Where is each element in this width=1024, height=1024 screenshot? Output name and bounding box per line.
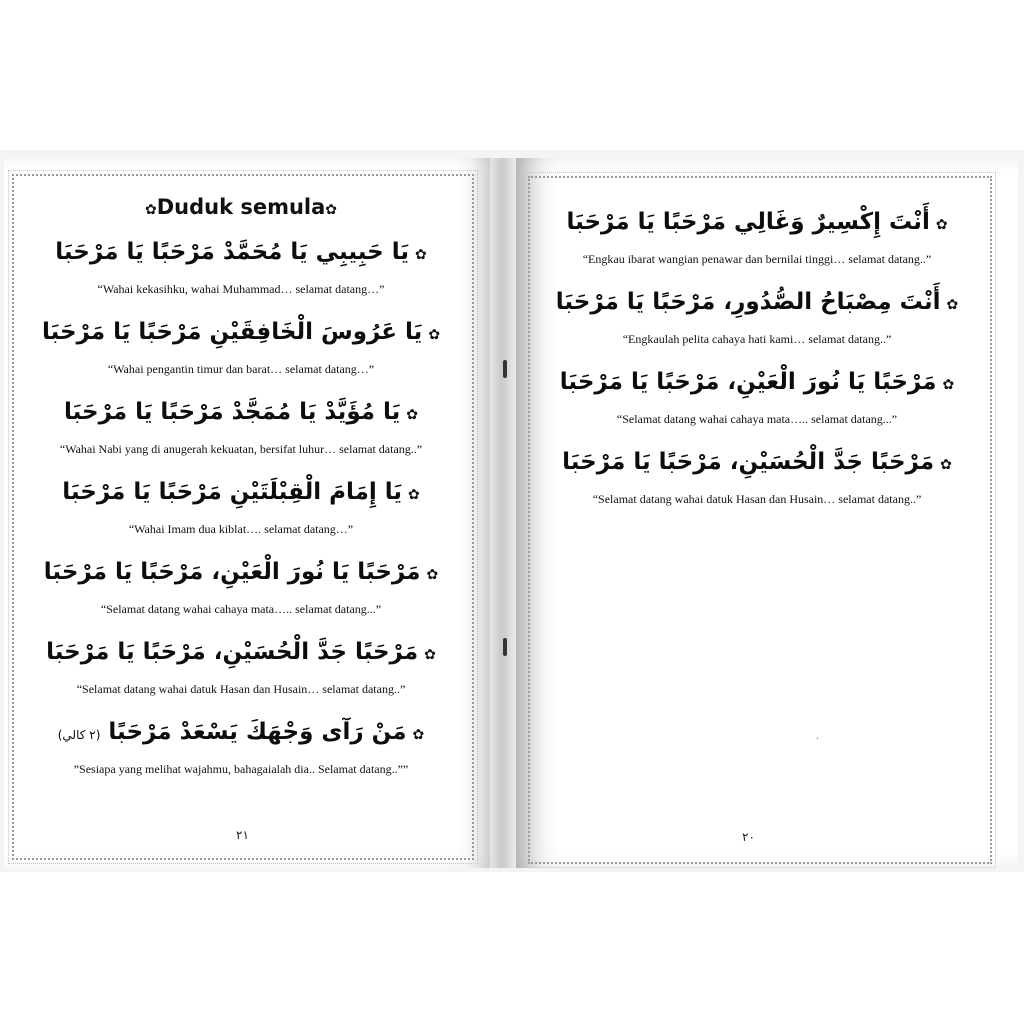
verse <box>24 232 458 312</box>
translation-line: “Selamat datang wahai cahaya mata….. selamat datang...” <box>100 602 382 616</box>
arabic-line <box>542 442 972 482</box>
translation-line: “Engkau ibarat wangian penawar dan bernilai tinggi… selamat datang..” <box>582 252 932 266</box>
flower-ornament-icon: ✿ <box>940 457 952 473</box>
arabic-text: أَنْتَ مِصْبَاحُ الصُّدُورِ، مَرْحَبًا يَا مَرْحَبَا <box>555 289 941 315</box>
arabic-line <box>24 552 458 592</box>
staple-top <box>503 360 507 378</box>
flower-ornament-icon: ✿ <box>406 407 418 423</box>
arabic-line <box>542 282 972 322</box>
arabic-text: يَا إِمَامَ الْقِبْلَتَيْنِ مَرْحَبًا يَا مَرْحَبَا <box>62 479 403 505</box>
verse <box>542 362 972 442</box>
flower-ornament-icon: ✿ <box>144 202 157 218</box>
verse <box>24 552 458 632</box>
arabic-line <box>542 202 972 242</box>
translation-line: “Selamat datang wahai datuk Hasan dan Husain… selamat datang..” <box>592 492 922 506</box>
arabic-text: مَرْحَبًا يَا نُورَ الْعَيْنِ، مَرْحَبًا يَا مَرْحَبَا <box>43 559 421 585</box>
staple-bottom <box>503 638 507 656</box>
book-gutter <box>490 158 516 868</box>
arabic-line <box>24 632 458 672</box>
flower-ornament-icon: ✿ <box>428 327 441 343</box>
arabic-line <box>24 312 458 352</box>
translation-line: “Wahai Nabi yang di anugerah kekuatan, bersifat luhur… selamat datang..” <box>59 442 423 456</box>
left-page-content <box>24 192 458 792</box>
repeat-note: (٢ كالي) <box>57 728 101 742</box>
page-number-left: ٢١ <box>236 828 249 842</box>
arabic-text: أَنْتَ إِكْسِيرٌ وَغَالِي مَرْحَبًا يَا مَرْحَبَا <box>566 209 930 235</box>
arabic-line <box>24 392 458 432</box>
flower-ornament-icon: ✿ <box>412 727 425 743</box>
verse <box>542 202 972 282</box>
section-title-text: Duduk semula <box>156 195 326 219</box>
verse <box>24 472 458 552</box>
book-spread <box>0 150 1024 872</box>
verse <box>24 632 458 712</box>
arabic-text: مَرْحَبًا جَدَّ الْحُسَيْنِ، مَرْحَبًا يَا مَرْحَبَا <box>46 639 419 665</box>
arabic-text: مَنْ رَآى وَجْهَكَ يَسْعَدْ مَرْحَبًا <box>108 719 407 745</box>
flower-ornament-icon: ✿ <box>426 567 439 583</box>
arabic-text: يَا حَبِيبِي يَا مُحَمَّدْ مَرْحَبًا يَا مَرْحَبَا <box>55 239 409 265</box>
flower-ornament-icon: ✿ <box>414 247 427 263</box>
translation-line: “Engkaulah pelita cahaya hati kami… selamat datang..” <box>622 332 892 346</box>
page-number-right: ٢٠ <box>742 830 755 844</box>
flower-ornament-icon: ✿ <box>325 202 338 218</box>
arabic-line <box>24 472 458 512</box>
flower-ornament-icon: ✿ <box>408 487 420 503</box>
paper-speck: · <box>816 734 820 745</box>
translation-line: “Selamat datang wahai datuk Hasan dan Husain… selamat datang..” <box>76 682 406 696</box>
translation-line: “Wahai Imam dua kiblat…. selamat datang…” <box>128 522 354 536</box>
arabic-text: مَرْحَبًا جَدَّ الْحُسَيْنِ، مَرْحَبًا يَا مَرْحَبَا <box>562 449 935 475</box>
section-title <box>24 192 458 222</box>
right-page-content <box>542 202 972 522</box>
flower-ornament-icon: ✿ <box>942 377 955 393</box>
verse <box>24 712 458 792</box>
flower-ornament-icon: ✿ <box>935 217 948 233</box>
translation-line: “Wahai kekasihku, wahai Muhammad… selamat datang…” <box>97 282 385 296</box>
translation-line: ”Sesiapa yang melihat wajahmu, bahagaialah dia.. Selamat datang..”” <box>73 762 409 776</box>
arabic-line <box>542 362 972 402</box>
arabic-text: يَا عَرُوسَ الْخَافِقَيْنِ مَرْحَبًا يَا مَرْحَبَا <box>41 319 423 345</box>
arabic-text: يَا مُؤَيَّدْ يَا مُمَجَّدْ مَرْحَبًا يَا مَرْحَبَا <box>64 399 401 425</box>
translation-line: “Selamat datang wahai cahaya mata….. selamat datang...” <box>616 412 898 426</box>
flower-ornament-icon: ✿ <box>424 647 436 663</box>
verse <box>24 392 458 472</box>
translation-line: “Wahai pengantin timur dan barat… selamat datang…” <box>107 362 375 376</box>
verse <box>542 442 972 522</box>
verse <box>24 312 458 392</box>
arabic-text: مَرْحَبًا يَا نُورَ الْعَيْنِ، مَرْحَبًا يَا مَرْحَبَا <box>559 369 937 395</box>
arabic-line <box>24 232 458 272</box>
verse <box>542 282 972 362</box>
arabic-line <box>24 712 458 752</box>
flower-ornament-icon: ✿ <box>946 297 959 313</box>
